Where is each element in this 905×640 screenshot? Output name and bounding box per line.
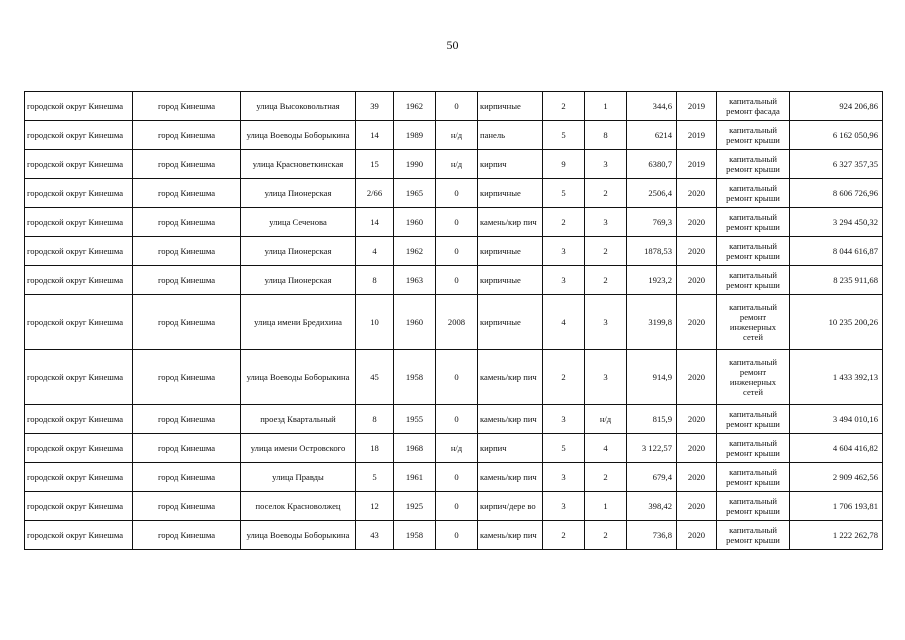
table-row	[25, 521, 883, 550]
cell-year-renovated: н/д	[436, 434, 478, 463]
cell-entrances: 1	[585, 92, 627, 121]
cell-house-number: 4	[356, 237, 394, 266]
cell-house-number: 45	[356, 350, 394, 405]
cell-cost: 4 604 416,82	[790, 434, 883, 463]
cell-area: 769,3	[627, 208, 677, 237]
cell-municipality: городской округ Кинешма	[25, 463, 133, 492]
cell-repair-year: 2020	[677, 295, 717, 350]
cell-entrances: 2	[585, 521, 627, 550]
cell-year-built: 1960	[394, 208, 436, 237]
cell-settlement: город Кинешма	[133, 434, 241, 463]
cell-repair-year: 2020	[677, 405, 717, 434]
cell-cost: 8 606 726,96	[790, 179, 883, 208]
cell-area: 914,9	[627, 350, 677, 405]
cell-floors: 2	[543, 521, 585, 550]
cell-year-built: 1965	[394, 179, 436, 208]
cell-street: улица Воеводы Боборыкина	[241, 521, 356, 550]
cell-settlement: город Кинешма	[133, 492, 241, 521]
repair-program-table	[24, 91, 883, 550]
cell-street: улица имени Островского	[241, 434, 356, 463]
table-body	[25, 92, 883, 550]
cell-repair-year: 2020	[677, 350, 717, 405]
cell-wall-material: камень/кир пич	[478, 208, 543, 237]
cell-year-renovated: 0	[436, 266, 478, 295]
cell-year-renovated: 0	[436, 521, 478, 550]
cell-cost: 8 235 911,68	[790, 266, 883, 295]
cell-floors: 5	[543, 121, 585, 150]
cell-street: проезд Квартальный	[241, 405, 356, 434]
cell-year-renovated: 0	[436, 208, 478, 237]
cell-work-type: капитальный ремонт инженерных сетей	[717, 295, 790, 350]
cell-settlement: город Кинешма	[133, 405, 241, 434]
cell-entrances: 3	[585, 350, 627, 405]
cell-cost: 924 206,86	[790, 92, 883, 121]
cell-work-type: капитальный ремонт крыши	[717, 208, 790, 237]
cell-area: 398,42	[627, 492, 677, 521]
cell-wall-material: камень/кир пич	[478, 463, 543, 492]
cell-house-number: 14	[356, 121, 394, 150]
cell-entrances: 2	[585, 266, 627, 295]
cell-work-type: капитальный ремонт крыши	[717, 121, 790, 150]
cell-repair-year: 2020	[677, 463, 717, 492]
cell-year-renovated: н/д	[436, 150, 478, 179]
cell-floors: 2	[543, 208, 585, 237]
cell-street: улица Красноветкинская	[241, 150, 356, 179]
cell-street: улица Сеченова	[241, 208, 356, 237]
cell-work-type: капитальный ремонт инженерных сетей	[717, 350, 790, 405]
table-row	[25, 92, 883, 121]
cell-street: улица Пионерская	[241, 179, 356, 208]
cell-year-built: 1962	[394, 92, 436, 121]
cell-year-built: 1960	[394, 295, 436, 350]
cell-cost: 10 235 200,26	[790, 295, 883, 350]
table-row	[25, 121, 883, 150]
cell-floors: 2	[543, 350, 585, 405]
cell-cost: 1 706 193,81	[790, 492, 883, 521]
cell-work-type: капитальный ремонт фасада	[717, 92, 790, 121]
cell-area: 3199,8	[627, 295, 677, 350]
cell-repair-year: 2020	[677, 266, 717, 295]
cell-wall-material: кирпичные	[478, 237, 543, 266]
cell-wall-material: кирпичные	[478, 179, 543, 208]
cell-settlement: город Кинешма	[133, 237, 241, 266]
cell-entrances: 4	[585, 434, 627, 463]
cell-entrances: 1	[585, 492, 627, 521]
cell-settlement: город Кинешма	[133, 463, 241, 492]
table-row	[25, 237, 883, 266]
cell-cost: 3 494 010,16	[790, 405, 883, 434]
cell-year-built: 1968	[394, 434, 436, 463]
cell-house-number: 5	[356, 463, 394, 492]
cell-cost: 3 294 450,32	[790, 208, 883, 237]
cell-year-built: 1958	[394, 350, 436, 405]
cell-repair-year: 2020	[677, 237, 717, 266]
cell-settlement: город Кинешма	[133, 92, 241, 121]
cell-area: 679,4	[627, 463, 677, 492]
page-number: 50	[446, 38, 459, 52]
cell-floors: 3	[543, 463, 585, 492]
cell-area: 6214	[627, 121, 677, 150]
cell-repair-year: 2020	[677, 521, 717, 550]
cell-street: улица Воеводы Боборыкина	[241, 121, 356, 150]
cell-repair-year: 2019	[677, 150, 717, 179]
cell-floors: 3	[543, 492, 585, 521]
cell-area: 6380,7	[627, 150, 677, 179]
cell-municipality: городской округ Кинешма	[25, 208, 133, 237]
cell-repair-year: 2020	[677, 208, 717, 237]
cell-municipality: городской округ Кинешма	[25, 179, 133, 208]
cell-floors: 3	[543, 237, 585, 266]
cell-year-built: 1989	[394, 121, 436, 150]
cell-house-number: 39	[356, 92, 394, 121]
cell-year-built: 1955	[394, 405, 436, 434]
cell-entrances: 2	[585, 179, 627, 208]
cell-area: 1878,53	[627, 237, 677, 266]
table-row	[25, 150, 883, 179]
cell-municipality: городской округ Кинешма	[25, 521, 133, 550]
cell-year-built: 1961	[394, 463, 436, 492]
cell-street: улица Высоковольтная	[241, 92, 356, 121]
cell-house-number: 14	[356, 208, 394, 237]
cell-entrances: 3	[585, 208, 627, 237]
cell-street: улица Пионерская	[241, 237, 356, 266]
cell-year-renovated: 0	[436, 237, 478, 266]
cell-cost: 8 044 616,87	[790, 237, 883, 266]
cell-wall-material: кирпичные	[478, 92, 543, 121]
cell-wall-material: камень/кир пич	[478, 405, 543, 434]
cell-year-built: 1925	[394, 492, 436, 521]
cell-work-type: капитальный ремонт крыши	[717, 150, 790, 179]
cell-year-renovated: 0	[436, 463, 478, 492]
table-row	[25, 179, 883, 208]
cell-area: 344,6	[627, 92, 677, 121]
cell-settlement: город Кинешма	[133, 121, 241, 150]
cell-house-number: 10	[356, 295, 394, 350]
cell-street: улица Воеводы Боборыкина	[241, 350, 356, 405]
cell-area: 2506,4	[627, 179, 677, 208]
cell-wall-material: панель	[478, 121, 543, 150]
cell-settlement: город Кинешма	[133, 266, 241, 295]
cell-entrances: 2	[585, 237, 627, 266]
cell-house-number: 15	[356, 150, 394, 179]
cell-year-built: 1990	[394, 150, 436, 179]
cell-area: 815,9	[627, 405, 677, 434]
cell-house-number: 18	[356, 434, 394, 463]
cell-year-built: 1963	[394, 266, 436, 295]
cell-settlement: город Кинешма	[133, 179, 241, 208]
cell-year-renovated: 0	[436, 405, 478, 434]
cell-year-renovated: н/д	[436, 121, 478, 150]
cell-work-type: капитальный ремонт крыши	[717, 266, 790, 295]
cell-entrances: н/д	[585, 405, 627, 434]
cell-cost: 1 433 392,13	[790, 350, 883, 405]
cell-floors: 5	[543, 434, 585, 463]
cell-year-built: 1962	[394, 237, 436, 266]
cell-wall-material: кирпич	[478, 150, 543, 179]
cell-wall-material: камень/кир пич	[478, 521, 543, 550]
cell-work-type: капитальный ремонт крыши	[717, 237, 790, 266]
cell-work-type: капитальный ремонт крыши	[717, 179, 790, 208]
cell-municipality: городской округ Кинешма	[25, 405, 133, 434]
cell-entrances: 2	[585, 463, 627, 492]
table-row	[25, 405, 883, 434]
table-row	[25, 266, 883, 295]
table-row	[25, 295, 883, 350]
cell-municipality: городской округ Кинешма	[25, 150, 133, 179]
cell-floors: 3	[543, 266, 585, 295]
cell-cost: 6 327 357,35	[790, 150, 883, 179]
table-row	[25, 492, 883, 521]
cell-settlement: город Кинешма	[133, 521, 241, 550]
cell-municipality: городской округ Кинешма	[25, 266, 133, 295]
cell-floors: 4	[543, 295, 585, 350]
cell-street: улица имени Бредихина	[241, 295, 356, 350]
cell-work-type: капитальный ремонт крыши	[717, 405, 790, 434]
cell-house-number: 12	[356, 492, 394, 521]
cell-wall-material: кирпич	[478, 434, 543, 463]
cell-floors: 9	[543, 150, 585, 179]
cell-house-number: 43	[356, 521, 394, 550]
cell-wall-material: кирпичные	[478, 295, 543, 350]
cell-repair-year: 2019	[677, 92, 717, 121]
cell-street: улица Правды	[241, 463, 356, 492]
cell-house-number: 8	[356, 266, 394, 295]
cell-cost: 1 222 262,78	[790, 521, 883, 550]
cell-work-type: капитальный ремонт крыши	[717, 434, 790, 463]
cell-wall-material: кирпич/дере во	[478, 492, 543, 521]
cell-year-renovated: 2008	[436, 295, 478, 350]
cell-cost: 6 162 050,96	[790, 121, 883, 150]
cell-municipality: городской округ Кинешма	[25, 350, 133, 405]
cell-repair-year: 2020	[677, 492, 717, 521]
cell-wall-material: камень/кир пич	[478, 350, 543, 405]
cell-house-number: 2/66	[356, 179, 394, 208]
cell-cost: 2 909 462,56	[790, 463, 883, 492]
cell-municipality: городской округ Кинешма	[25, 492, 133, 521]
cell-work-type: капитальный ремонт крыши	[717, 463, 790, 492]
cell-year-renovated: 0	[436, 492, 478, 521]
cell-year-renovated: 0	[436, 350, 478, 405]
cell-floors: 5	[543, 179, 585, 208]
cell-wall-material: кирпичные	[478, 266, 543, 295]
cell-entrances: 3	[585, 150, 627, 179]
cell-area: 3 122,57	[627, 434, 677, 463]
cell-area: 1923,2	[627, 266, 677, 295]
cell-work-type: капитальный ремонт крыши	[717, 492, 790, 521]
cell-settlement: город Кинешма	[133, 208, 241, 237]
cell-year-renovated: 0	[436, 179, 478, 208]
cell-work-type: капитальный ремонт крыши	[717, 521, 790, 550]
cell-area: 736,8	[627, 521, 677, 550]
cell-settlement: город Кинешма	[133, 150, 241, 179]
table-row	[25, 208, 883, 237]
cell-municipality: городской округ Кинешма	[25, 92, 133, 121]
cell-repair-year: 2019	[677, 121, 717, 150]
cell-street: поселок Красноволжец	[241, 492, 356, 521]
cell-municipality: городской округ Кинешма	[25, 434, 133, 463]
cell-floors: 2	[543, 92, 585, 121]
cell-year-renovated: 0	[436, 92, 478, 121]
cell-house-number: 8	[356, 405, 394, 434]
cell-street: улица Пионерская	[241, 266, 356, 295]
cell-entrances: 8	[585, 121, 627, 150]
cell-municipality: городской округ Кинешма	[25, 121, 133, 150]
cell-repair-year: 2020	[677, 179, 717, 208]
cell-repair-year: 2020	[677, 434, 717, 463]
cell-year-built: 1958	[394, 521, 436, 550]
cell-settlement: город Кинешма	[133, 295, 241, 350]
table-row	[25, 463, 883, 492]
cell-municipality: городской округ Кинешма	[25, 295, 133, 350]
table-row	[25, 434, 883, 463]
cell-municipality: городской округ Кинешма	[25, 237, 133, 266]
table-row	[25, 350, 883, 405]
cell-settlement: город Кинешма	[133, 350, 241, 405]
cell-entrances: 3	[585, 295, 627, 350]
cell-floors: 3	[543, 405, 585, 434]
